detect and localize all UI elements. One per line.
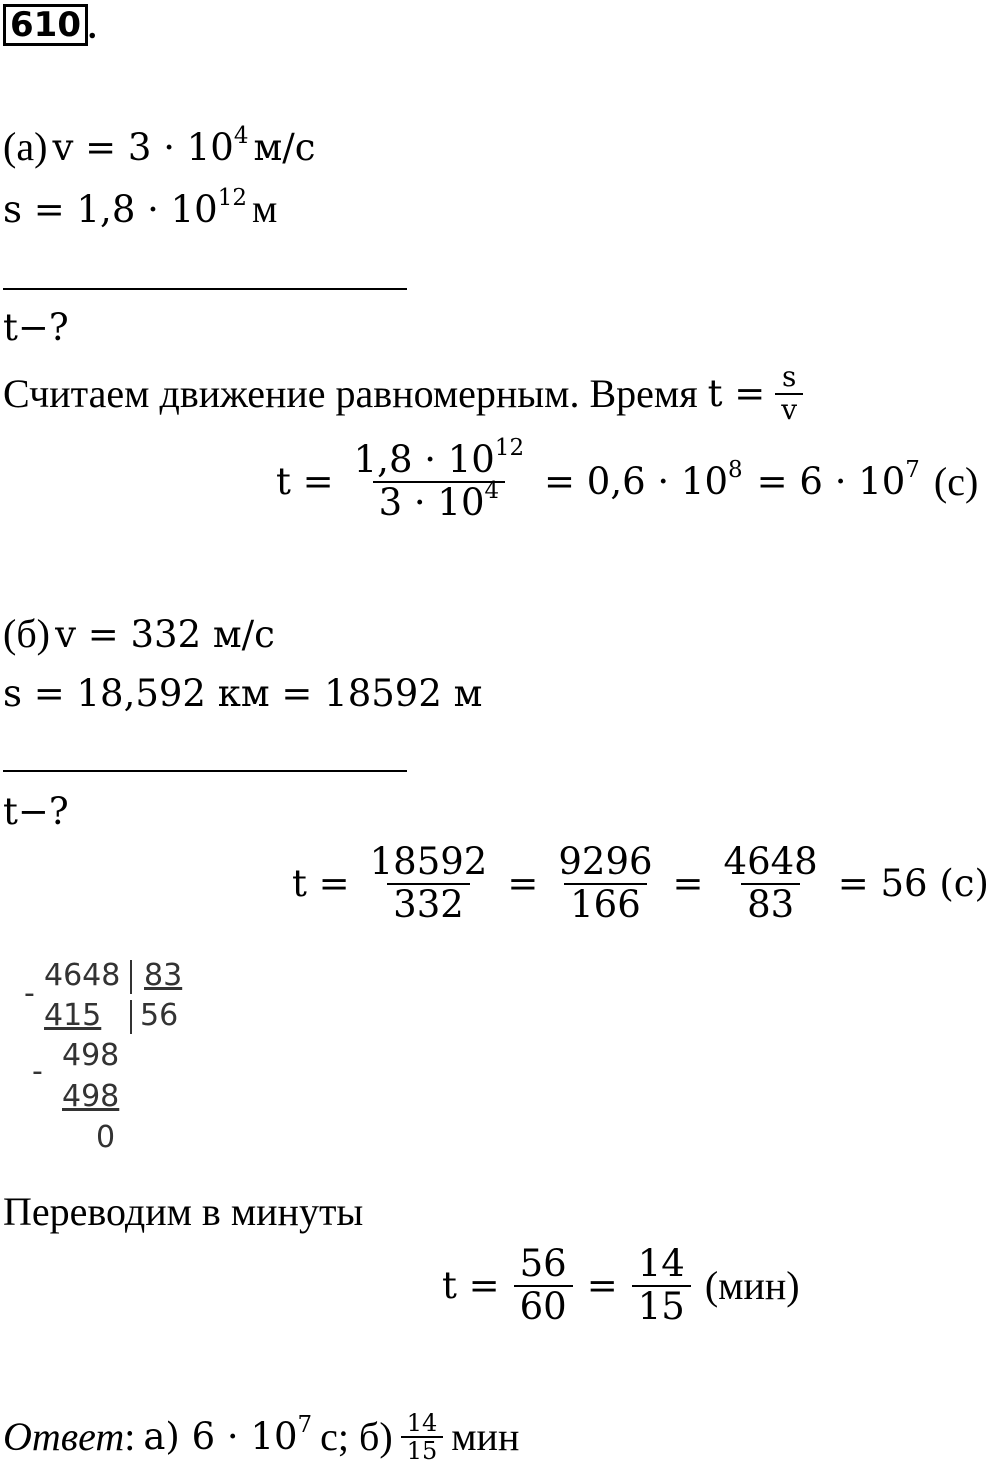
part-a-find: t−? xyxy=(3,306,69,349)
part-a-velocity: (а) $v = 3 \cdot 10^4$ м/с xyxy=(3,122,316,169)
part-b-calculation: t = $\frac{18592}{332}$ = $\frac{9296}{166}$ = $\frac{4648}{83}$ = 56 (с) xyxy=(292,840,989,926)
part-a-calculation: t = $\frac{1,8 \cdot 10^{12}}{3 \cdot 10^4}$ = $0,6 \cdot 10^8$ = $6 \cdot 10^7$ (с) xyxy=(276,434,979,524)
minutes-fraction-2: $\frac{14}{15}$ xyxy=(632,1244,691,1327)
given-separator-a xyxy=(3,288,407,290)
answer-label: Ответ xyxy=(3,1414,125,1460)
minutes-text: Переводим в минуты xyxy=(3,1189,364,1234)
division-rem1: 498 xyxy=(62,1038,120,1073)
division-remainder: 0 xyxy=(96,1120,116,1155)
division-divisor: 83 xyxy=(144,958,183,993)
part-b-distance: s = 18,592 км = 18592 м xyxy=(3,672,483,715)
part-b-find: t−? xyxy=(3,790,69,833)
calc-fraction-1: $\frac{18592}{332}$ xyxy=(369,840,488,926)
answer-fraction: $\frac{14}{15}$ xyxy=(401,1410,444,1465)
problem-number: 610 xyxy=(3,4,88,46)
calc-fraction-2: $\frac{9296}{166}$ xyxy=(558,840,653,926)
division-sub1: 415 xyxy=(44,998,102,1033)
minutes-calculation: t = $\frac{56}{60}$ = $\frac{14}{15}$ (мин) xyxy=(442,1242,800,1328)
problem-number-dot: . xyxy=(87,9,97,46)
calc-fraction-a: $\frac{1,8 \cdot 10^{12}}{3 \cdot 10^4}$ xyxy=(353,434,525,524)
minutes-fraction-1: $\frac{56}{60}$ xyxy=(514,1244,573,1327)
given-separator-b xyxy=(3,770,407,772)
part-a-explanation: Считаем движение равномерным. Время t = $\frac{s}{v}$ xyxy=(3,362,803,426)
division-sub2: 498 xyxy=(62,1079,120,1114)
division-dividend: 4648 xyxy=(44,958,121,993)
part-a-distance: $s = 1,8 \cdot 10^{12}$ м xyxy=(3,184,278,231)
problem-header xyxy=(3,4,96,46)
answer: Ответ: а) $6 \cdot 10^7$ с; б) $\frac{14}{15}$ мин xyxy=(3,1409,520,1466)
velocity-expression: $v = 3 \cdot 10^4$ xyxy=(52,122,249,169)
time-formula-fraction: $\frac{s}{v}$ xyxy=(775,362,803,426)
distance-expression: $s = 1,8 \cdot 10^{12}$ xyxy=(3,184,247,231)
long-division: - 4648 83 415 56 - 498 498 0 xyxy=(24,956,224,1161)
part-b-velocity: (б) v = 332 м/с xyxy=(3,611,275,656)
calc-fraction-3: $\frac{4648}{83}$ xyxy=(723,840,818,926)
explanation-text: Считаем движение равномерным. Время xyxy=(3,370,698,416)
division-quotient: 56 xyxy=(140,998,179,1033)
